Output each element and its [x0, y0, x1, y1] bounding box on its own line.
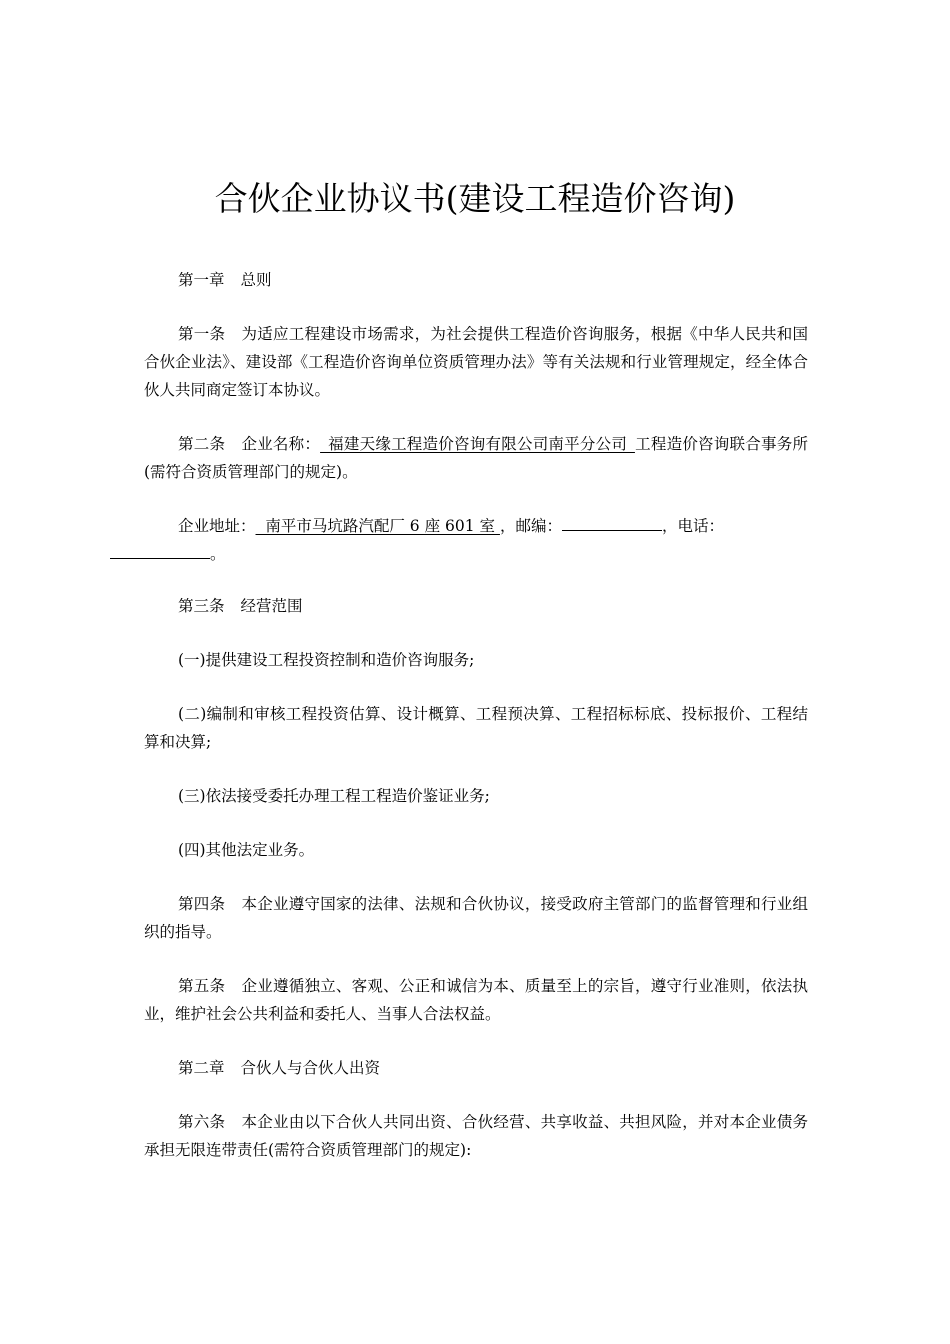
- article-1: [144, 320, 808, 404]
- article-6-label: 第六条: [178, 1113, 226, 1131]
- chapter-2-label: 第二章: [178, 1059, 225, 1077]
- article-2: [144, 430, 808, 486]
- article-2-label: 第二条: [178, 435, 226, 453]
- address-value: 南平市马坑路汽配厂 6 座 601 室: [255, 517, 500, 535]
- tel-label: ，电话：: [661, 517, 724, 535]
- article-1-label: 第一条: [178, 325, 226, 343]
- tel-blank: [110, 540, 210, 559]
- article-5: [144, 972, 808, 1028]
- chapter-1-label: 第一章: [178, 271, 225, 289]
- article-1-text: 为适应工程建设市场需求，为社会提供工程造价咨询服务，根据《中华人民共和国合伙企业法》、建设部《工程造价咨询单位资质管理办法》等有关法规和行业管理规定，经全体合伙人共同商定签订本协议。: [144, 325, 808, 399]
- address-end: 。: [210, 545, 226, 563]
- company-name-label: 企业名称：: [241, 435, 321, 453]
- company-address: [144, 512, 808, 568]
- article-3-heading: [144, 592, 808, 620]
- article-4-label: 第四条: [178, 895, 226, 913]
- article-5-text: 企业遵循独立、客观、公正和诚信为本、质量至上的宗旨，遵守行业准则，依法执业，维护社会公共利益和委托人、当事人合法权益。: [144, 977, 808, 1023]
- scope-item-3: (三)依法接受委托办理工程工程造价鉴证业务;: [178, 787, 490, 805]
- article-4: [144, 890, 808, 946]
- article-3-label: 第三条: [178, 597, 225, 615]
- chapter-1-heading: [144, 266, 808, 294]
- zip-label: ，邮编：: [499, 517, 562, 535]
- zip-blank: [562, 512, 662, 531]
- scope-item-1: (一)提供建设工程投资控制和造价咨询服务;: [178, 651, 475, 669]
- chapter-1-title: 总则: [240, 271, 272, 289]
- article-6-text: 本企业由以下合伙人共同出资、合伙经营、共享收益、共担风险，并对本企业债务承担无限连带责任(需符合资质管理部门的规定):: [144, 1113, 808, 1159]
- scope-item-2: (二)编制和审核工程投资估算、设计概算、工程预决算、工程招标标底、投标报价、工程结算和决算;: [144, 705, 808, 751]
- chapter-2-heading: [144, 1054, 808, 1082]
- article-3-title: 经营范围: [240, 597, 303, 615]
- article-4-text: 本企业遵守国家的法律、法规和合伙协议，接受政府主管部门的监督管理和行业组织的指导。: [144, 895, 808, 941]
- article-6: [144, 1108, 808, 1164]
- company-name-value: _福建天缘工程造价咨询有限公司南平分公司_: [320, 435, 635, 453]
- company-name-suffix: 工程造价咨询联合事务所(需符合资质管理部门的规定)。: [144, 435, 808, 481]
- address-label: 企业地址：: [178, 517, 256, 535]
- document-body: [144, 266, 808, 1190]
- scope-item-4: (四)其他法定业务。: [178, 841, 315, 859]
- article-5-label: 第五条: [178, 977, 226, 995]
- chapter-2-title: 合伙人与合伙人出资: [240, 1059, 381, 1077]
- document-title: 合伙企业协议书(建设工程造价咨询): [214, 179, 736, 218]
